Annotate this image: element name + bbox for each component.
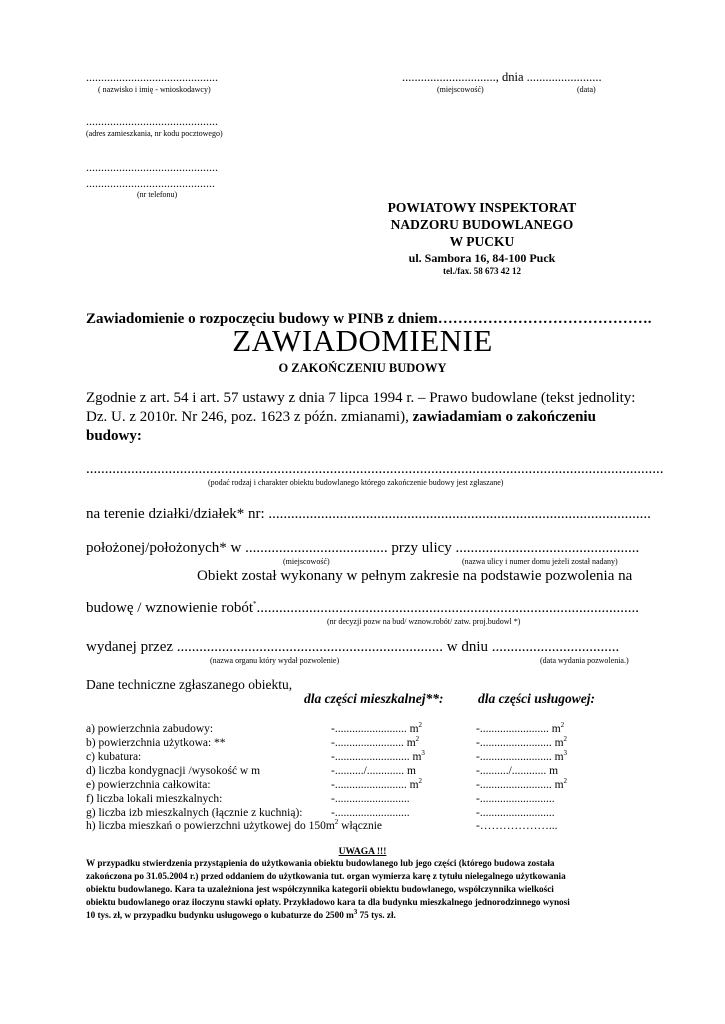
- addressee-line-2: NADZORU BUDOWLANEGO: [390, 217, 574, 232]
- tech-row-residential-value-text: -........................ m: [331, 737, 416, 749]
- tech-row-label-text: a) powierzchnia zabudowy:: [86, 723, 214, 735]
- tech-row-h-label: [86, 820, 382, 832]
- warning-line-4: obiektu budowlanego oraz iloczynu stawki opłaty. Przykładowo kara ta dla budynku mieszkalnego jednorodzinnego wynosi: [86, 897, 570, 907]
- addressee-address: ul. Sambora 16, 84-100 Puck: [408, 251, 556, 265]
- addressee-line-1: POWIATOWY INSPEKTORAT: [387, 200, 577, 215]
- place-date-field: .............................., dnia ........................: [402, 70, 602, 84]
- tech-row-label-text: f) liczba lokali mieszkalnych:: [86, 793, 223, 805]
- permit-dots: ......................................................................................................: [256, 600, 640, 616]
- warning-line-3: obiektu budowlanego. Kara ta uzależniona jest współczynnika kategorii obiektu budowlanego, współczynnika wielkości: [86, 884, 554, 894]
- warning-line-2: zakończona po 31.05.2004 r.) przed oddaniem do użytkowania tut. organ wymierza karę z tytułu nielegalnego użytkowania: [86, 871, 566, 881]
- tech-row-service-value-text: -........../............ m: [476, 765, 559, 777]
- tech-row-residential-value-unit-power: 2: [418, 721, 423, 730]
- tech-row-residential-value-unit-power: 3: [421, 749, 425, 758]
- applicant-name-caption: ( nazwisko i imię - wnioskodawcy): [98, 85, 211, 94]
- tech-row-service-value: [476, 723, 564, 735]
- object-type-field: ..........................................................................................................................................................: [86, 461, 664, 477]
- residential-column-heading: dla części mieszkalnej**:: [304, 691, 444, 706]
- issued-by-field: wydanej przez ....................................................................... w dniu ..................................: [86, 639, 620, 655]
- warning-line-5: [86, 907, 396, 920]
- tech-row-label: [86, 765, 260, 777]
- tech-row-service-value: [476, 793, 555, 805]
- tech-row-residential-value: [331, 765, 416, 777]
- tech-row-service-value-text: -........................ m: [476, 723, 561, 735]
- address-field: ............................................: [86, 114, 218, 128]
- tech-row-h-sup: 2: [334, 818, 339, 827]
- phone-caption: (nr telefonu): [137, 190, 178, 199]
- tech-row-label: [86, 779, 211, 791]
- tech-row-residential-value: [331, 793, 410, 805]
- addressee-phone: tel./fax. 58 673 42 12: [443, 266, 521, 276]
- applicant-name-field: ............................................: [86, 70, 218, 84]
- warning-line-1: W przypadku stwierdzenia przystąpienia do użytkowania obiektu budowlanego lub jego części (którego budowa została: [86, 858, 555, 868]
- tech-row-label-text: e) powierzchnia całkowita:: [86, 779, 211, 791]
- tech-row-service-value: [476, 807, 555, 819]
- plot-number-field: na terenie działki/działek* nr: ......................................................................................................: [86, 506, 651, 522]
- tech-row-label-text: g) liczba izb mieszkalnych (łącznie z kuchnią):: [86, 807, 303, 819]
- tech-row-service-value-text: -......................... m: [476, 737, 564, 749]
- intro-line-3: budowy:: [86, 428, 142, 444]
- tech-row-service-value-unit-power: 2: [563, 735, 568, 744]
- tech-row-residential-value: [331, 751, 425, 763]
- street-caption: (nazwa ulicy i numer domu jeżeli został nadany): [462, 557, 618, 566]
- tech-row-label: [86, 737, 226, 749]
- tech-row-residential-value-text: -........../............. m: [331, 765, 416, 777]
- tech-row-service-value-unit-power: 3: [563, 749, 568, 758]
- warning-line-5-a: 10 tys. zł, w przypadku budynku usługowego o kubaturze do 2500 m: [86, 910, 354, 920]
- permit-asterisk: *: [253, 600, 257, 608]
- intro-line-1: Zgodnie z art. 54 i art. 57 ustawy z dnia 7 lipca 1994 r. – Prawo budowlane (tekst jednolity:: [86, 390, 636, 406]
- tech-row-residential-value: [331, 779, 422, 791]
- warning-title: UWAGA !!!: [338, 847, 387, 857]
- addressee-line-3: W PUCKU: [449, 234, 515, 249]
- tech-row-service-value-text: -......................... m: [476, 779, 564, 791]
- tech-row-residential-value: [331, 737, 419, 749]
- warning-line-5-sup: 3: [353, 907, 358, 916]
- tech-row-service-value: [476, 737, 567, 749]
- tech-row-residential-value: [331, 807, 410, 819]
- tech-row-service-value-unit-power: 2: [560, 721, 565, 730]
- start-notice-line: Zawiadomienie o rozpoczęciu budowy w PINB z dniem…………………………………….: [86, 311, 652, 327]
- tech-row-service-value-text: -......................... m: [476, 751, 564, 763]
- location-caption: (miejscowość): [283, 557, 330, 566]
- tech-row-residential-value-text: -......................... m: [331, 779, 419, 791]
- tech-row-service-value: [476, 765, 558, 777]
- tech-row-residential-value: [331, 723, 422, 735]
- tech-row-label: [86, 793, 222, 805]
- permit-label: budowę / wznowienie robót: [86, 600, 254, 616]
- intro-line-2-text: Dz. U. z 2010r. Nr 246, poz. 1623 z późn. zmianami),: [86, 409, 413, 425]
- tech-row-label-text: d) liczba kondygnacji /wysokość w m: [86, 765, 261, 777]
- tech-row-service-value: [476, 751, 567, 763]
- permit-number-field: [86, 600, 639, 617]
- tech-row-label-text: b) powierzchnia użytkowa: **: [86, 737, 226, 749]
- tech-row-label: [86, 723, 213, 735]
- tech-row-residential-value-unit-power: 2: [415, 735, 420, 744]
- tech-row-label: [86, 751, 141, 763]
- service-column-heading: dla części usługowej:: [478, 691, 595, 706]
- location-street-field: położonej/położonych* w ...................................... przy ulicy .................................................: [86, 540, 640, 556]
- tech-row-residential-value-text: -......................... m: [331, 723, 419, 735]
- tech-row-h-service-value: -………………...: [476, 820, 558, 832]
- permit-caption: (nr decyzji pozw na bud/ wznow.robót/ zatw. proj.budowl *): [327, 617, 521, 626]
- date-caption: (data): [577, 85, 596, 94]
- intro-line-2-bold: zawiadamiam o zakończeniu: [412, 409, 596, 425]
- object-type-caption: (podać rodzaj i charakter obiektu budowlanego którego zakończenie budowy jest zgłaszane): [208, 478, 504, 487]
- tech-row-label-text: c) kubatura:: [86, 751, 142, 763]
- address-caption: (adres zamieszkania, nr kodu pocztowego): [86, 129, 223, 138]
- phone-field-1: ............................................: [86, 160, 218, 174]
- issuer-caption: (nazwa organu który wydał pozwolenie): [210, 656, 340, 665]
- tech-row-residential-value-text: -..........................: [331, 793, 410, 805]
- page-subtitle: O ZAKOŃCZENIU BUDOWY: [278, 361, 447, 375]
- tech-data-heading: Dane techniczne zgłaszanego obiektu,: [86, 677, 293, 692]
- tech-row-service-value-text: -..........................: [476, 807, 555, 819]
- tech-row-service-value-unit-power: 2: [563, 777, 568, 786]
- tech-row-service-value: [476, 779, 567, 791]
- tech-row-residential-value-unit-power: 2: [418, 777, 423, 786]
- issue-date-caption: (data wydania pozwolenia.): [540, 656, 629, 665]
- tech-row-service-value-text: -..........................: [476, 793, 555, 805]
- intro-line-2: [86, 409, 596, 426]
- phone-field-2: ...........................................: [86, 176, 215, 190]
- warning-line-5-b: 75 tys. zł.: [357, 910, 396, 920]
- tech-row-h-label-a: h) liczba mieszkań o powierzchni użytkowej do 150m: [86, 820, 335, 832]
- page-title: ZAWIADOMIENIE: [232, 323, 493, 358]
- place-caption: (miejscowość): [437, 85, 484, 94]
- tech-row-h-label-b: włącznie: [338, 820, 383, 832]
- tech-row-label: [86, 807, 302, 819]
- tech-row-residential-value-text: -..........................: [331, 807, 410, 819]
- object-completed-line: Obiekt został wykonany w pełnym zakresie na podstawie pozwolenia na: [197, 568, 633, 584]
- tech-row-residential-value-text: -.......................... m: [331, 751, 422, 763]
